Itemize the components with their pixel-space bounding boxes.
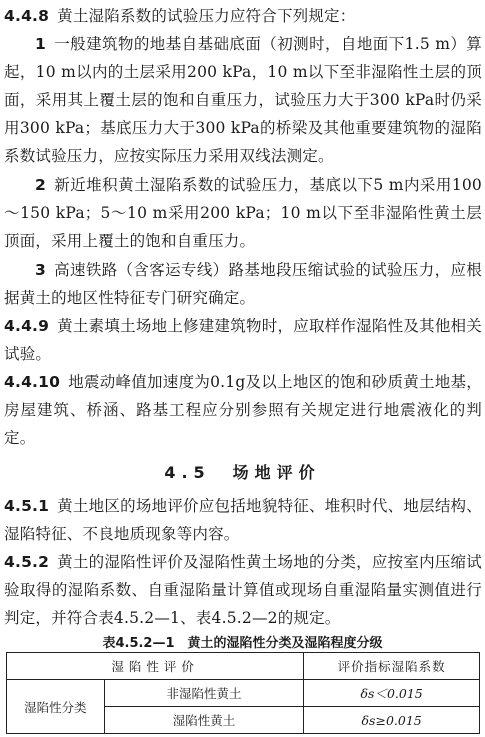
clause-number: 4.5.2 (4, 553, 50, 571)
table-header-row (7, 653, 480, 680)
row-criterion: δs＜0.015 (304, 680, 480, 707)
item-text: 高速铁路（含客运专线）路基地段压缩试验的试验压力，应根据黄土的地区性特征专门研究确定。 (4, 261, 482, 307)
clause-4-4-8 (4, 2, 482, 30)
item-text: 新近堆积黄土湿陷系数的试验压力，基底以下5 m内采用100～150 kPa；5～10 m采用200 kPa；10 m以下至非湿陷性黄土层顶面，采用上覆土的饱和自重压力。 (4, 176, 482, 250)
item-text: 一般建筑物的地基自基础底面（初测时，自地面下1.5 m）算起，10 m以内的土层采用200 kPa，10 m以下至非湿陷性土层的顶面，采用其上覆土层的饱和自重压力，试验压力大于300 kPa时仍采用300 kPa；基底压力大于300 kPa的桥梁及其他重要建筑物的湿陷系数试验压力，应按实际压力采用双线法测定。 (4, 35, 482, 165)
section-number: 4.5 (164, 463, 211, 482)
clause-4-5-1 (4, 492, 482, 548)
clause-text: 黄土地区的场地评价应包括地貌特征、堆积时代、地层结构、湿陷特征、不良地质现象等内容。 (4, 497, 482, 543)
table-row (7, 680, 480, 707)
clause-text: 地震动峰值加速度为0.1g及以上地区的饱和砂质黄土地基，房屋建筑、桥涵、路基工程应分别参照有关规定进行地震液化的判定。 (4, 373, 482, 447)
clause-text: 黄土素填土场地上修建建筑物时，应取样作湿陷性及其他相关试验。 (4, 317, 482, 363)
clause-text: 黄土的湿陷性评价及湿陷性黄土场地的分类，应按室内压缩试验取得的湿陷系数、自重湿陷量计算值或现场自重湿陷量实测值进行判定，并符合表4.5.2—1、表4.5.2—2的规定。 (4, 553, 482, 627)
group-label: 湿陷性分类 (7, 680, 105, 734)
clause-4-4-8-item-1 (4, 30, 482, 170)
clause-4-4-8-item-3 (4, 256, 482, 312)
section-title-text: 场地评价 (232, 463, 321, 482)
clause-4-5-2 (4, 548, 482, 632)
clause-number: 4.4.10 (4, 373, 61, 391)
table-caption: 表4.5.2—1 黄土的湿陷性分类及湿陷程度分级 (102, 636, 383, 651)
clause-4-4-9 (4, 312, 482, 368)
header-evaluation: 湿陷性评价 (7, 653, 304, 680)
clause-4-4-8-item-2 (4, 171, 482, 255)
clause-number: 4.5.1 (4, 497, 50, 515)
row-type: 非湿陷性黄土 (104, 680, 304, 707)
clause-4-4-10 (4, 368, 482, 452)
item-number: 2 (35, 176, 46, 194)
row-type: 湿陷性黄土 (104, 707, 304, 734)
clause-number: 4.4.8 (4, 7, 50, 25)
collapsibility-table (6, 652, 480, 734)
row-criterion: δs≥0.015 (304, 707, 480, 734)
clause-text: 黄土湿陷系数的试验压力应符合下列规定： (57, 7, 356, 25)
header-index: 评价指标湿陷系数 (304, 653, 480, 680)
item-number: 1 (35, 35, 46, 53)
item-number: 3 (35, 261, 46, 279)
section-heading (0, 460, 485, 483)
clause-number: 4.4.9 (4, 317, 50, 335)
